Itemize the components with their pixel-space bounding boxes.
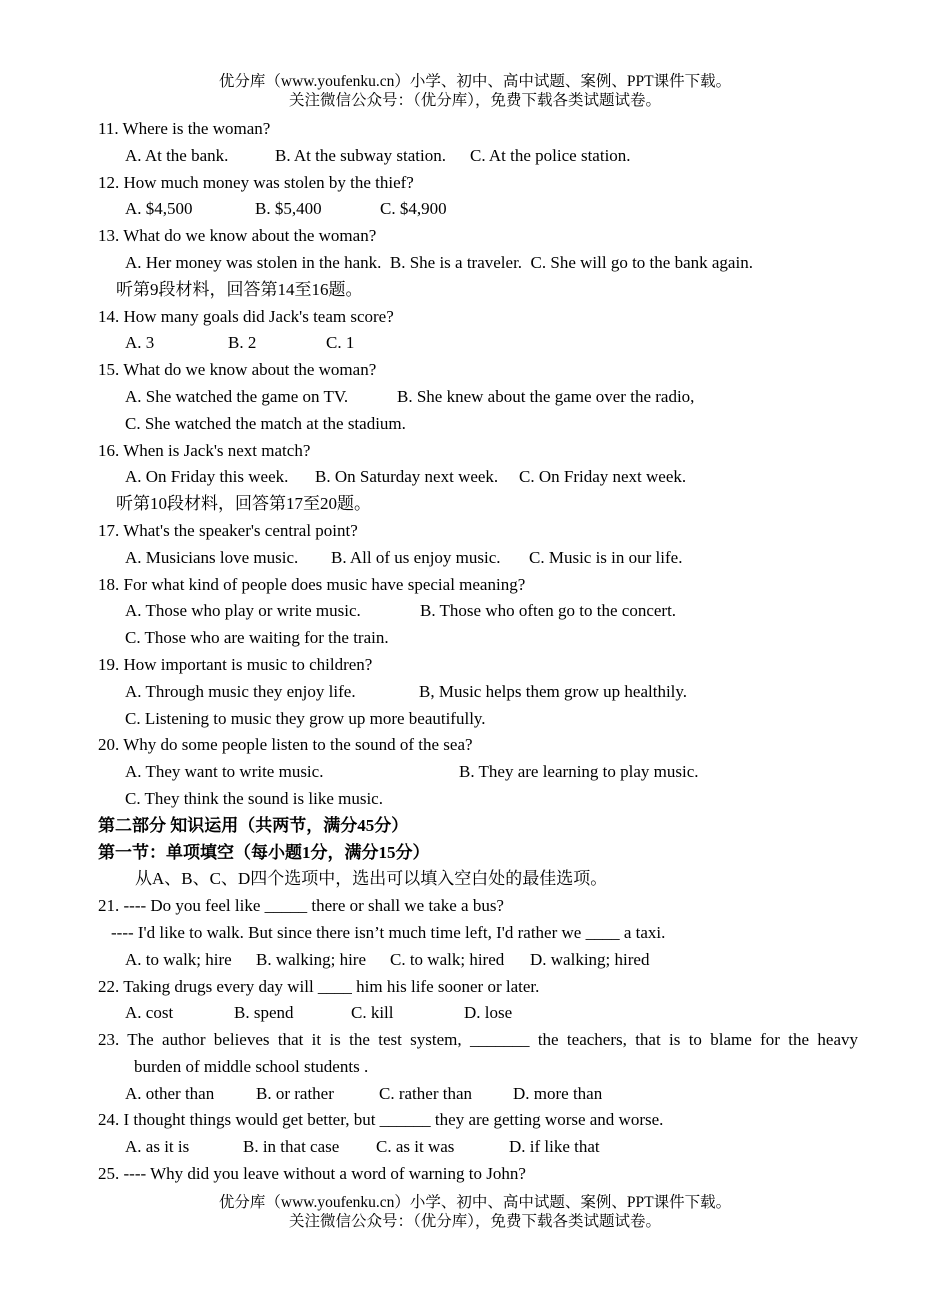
option-c: C. 1 (326, 333, 355, 353)
question-23-options (98, 1081, 858, 1108)
listening-note-9: 听第9段材料，回答第14至16题。 (116, 279, 363, 299)
question-21: 21. ---- Do you feel like _____ there or shall we take a bus? (98, 896, 504, 916)
option-b: B. Those who often go to the concert. (420, 601, 677, 621)
exam-content (98, 116, 858, 1188)
question-13-options: A. Her money was stolen in the hank. B. She is a traveler. C. She will go to the bank again. (125, 252, 753, 272)
header-line-2: 关注微信公众号：（优分库），免费下载各类试题试卷。 (288, 92, 661, 109)
question-14-options (98, 330, 858, 357)
question-25: 25. ---- Why did you leave without a word of warning to John? (98, 1164, 526, 1184)
option-b: B. She knew about the game over the radio, (397, 386, 695, 406)
question-11-options (98, 143, 858, 170)
option-c: C. At the police station. (470, 145, 631, 165)
option-a: A. Musicians love music. (125, 547, 299, 567)
question-24-options (98, 1134, 858, 1161)
question-24: 24. I thought things would get better, but ______ they are getting worse and worse. (98, 1110, 664, 1130)
question-16: 16. When is Jack's next match? (98, 440, 311, 460)
question-12: 12. How much money was stolen by the thief? (98, 172, 414, 192)
option-b: B. On Saturday next week. (315, 467, 499, 487)
option-a: A. They want to write music. (125, 762, 324, 782)
option-c: C. She watched the match at the stadium. (125, 413, 406, 433)
section-instructions: 从A、B、C、D四个选项中，选出可以填入空白处的最佳选项。 (135, 869, 608, 889)
question-22: 22. Taking drugs every day will ____ him his life sooner or later. (98, 976, 540, 996)
option-b: B, Music helps them grow up healthily. (419, 681, 688, 701)
header-line-1: 优分库（www.youfenku.cn）小学、初中、高中试题、案例、PPT课件下载。 (218, 73, 732, 90)
option-d: D. more than (513, 1083, 603, 1103)
part-two-heading: 第二部分 知识运用（共两节，满分45分） (98, 815, 409, 835)
option-c: C. Music is in our life. (529, 547, 683, 567)
option-a: A. $4,500 (125, 199, 193, 219)
question-15-options-1 (98, 384, 858, 411)
question-21-response: ---- I'd like to walk. But since there isn’t much time left, I'd rather we ____ a taxi. (111, 922, 666, 942)
option-a: A. cost (125, 1003, 174, 1023)
question-16-options (98, 464, 858, 491)
option-b: B. All of us enjoy music. (331, 547, 501, 567)
section-one-heading: 第一节：单项填空（每小题1分，满分15分） (98, 842, 430, 862)
option-b: B. spend (234, 1003, 294, 1023)
option-b: B. walking; hire (256, 949, 367, 969)
question-14: 14. How many goals did Jack's team score? (98, 306, 394, 326)
question-17: 17. What's the speaker's central point? (98, 520, 358, 540)
question-22-options (98, 1000, 858, 1027)
question-23-continued: burden of middle school students . (134, 1056, 369, 1076)
question-11: 11. Where is the woman? (98, 119, 271, 138)
option-a: A. other than (125, 1083, 215, 1103)
option-a: A. 3 (125, 333, 155, 353)
option-c: C. rather than (379, 1083, 472, 1103)
option-c: C. They think the sound is like music. (125, 788, 383, 808)
page-header (0, 72, 950, 110)
option-c: C. On Friday next week. (519, 467, 687, 487)
question-19-options-1 (98, 679, 858, 706)
option-a: A. Through music they enjoy life. (125, 681, 356, 701)
question-18: 18. For what kind of people does music have special meaning? (98, 574, 526, 594)
option-d: D. lose (464, 1003, 513, 1023)
option-c: C. Those who are waiting for the train. (125, 628, 389, 648)
option-b: B. 2 (228, 333, 257, 353)
question-13: 13. What do we know about the woman? (98, 226, 377, 246)
question-19: 19. How important is music to children? (98, 654, 373, 674)
option-c: C. $4,900 (380, 199, 447, 219)
question-15-options-2 (98, 411, 858, 438)
option-b: B. or rather (256, 1083, 334, 1103)
option-b: B. At the subway station. (275, 145, 446, 165)
option-c: C. Listening to music they grow up more beautifully. (125, 708, 486, 728)
question-18-options-2 (98, 625, 858, 652)
footer-line-2: 关注微信公众号：（优分库），免费下载各类试题试卷。 (288, 1213, 661, 1230)
question-15: 15. What do we know about the woman? (98, 360, 377, 380)
question-20-options-1 (98, 759, 858, 786)
option-a: A. At the bank. (125, 145, 229, 165)
question-18-options-1 (98, 598, 858, 625)
page-footer (0, 1193, 950, 1231)
question-20: 20. Why do some people listen to the sound of the sea? (98, 735, 473, 755)
option-d: D. walking; hired (530, 949, 650, 969)
option-b: B. They are learning to play music. (459, 762, 699, 782)
option-a: A. She watched the game on TV. (125, 386, 349, 406)
question-19-options-2 (98, 706, 858, 733)
option-a: A. Those who play or write music. (125, 601, 361, 621)
option-c: C. kill (351, 1003, 394, 1023)
option-a: A. as it is (125, 1137, 190, 1157)
option-b: B. $5,400 (255, 199, 322, 219)
option-a: A. On Friday this week. (125, 467, 289, 487)
option-a: A. to walk; hire (125, 949, 232, 969)
question-17-options (98, 545, 858, 572)
question-23: 23. The author believes that it is the test system, _______ the teachers, that is to blame for the heavy (98, 1030, 858, 1050)
listening-note-10: 听第10段材料，回答第17至20题。 (116, 494, 371, 514)
option-b: B. in that case (243, 1137, 340, 1157)
question-21-options (98, 947, 858, 974)
option-c: C. to walk; hired (390, 949, 505, 969)
question-20-options-2 (98, 786, 858, 813)
option-c: C. as it was (376, 1137, 455, 1157)
footer-line-1: 优分库（www.youfenku.cn）小学、初中、高中试题、案例、PPT课件下载。 (218, 1194, 732, 1211)
option-d: D. if like that (509, 1137, 600, 1157)
question-12-options (98, 196, 858, 223)
